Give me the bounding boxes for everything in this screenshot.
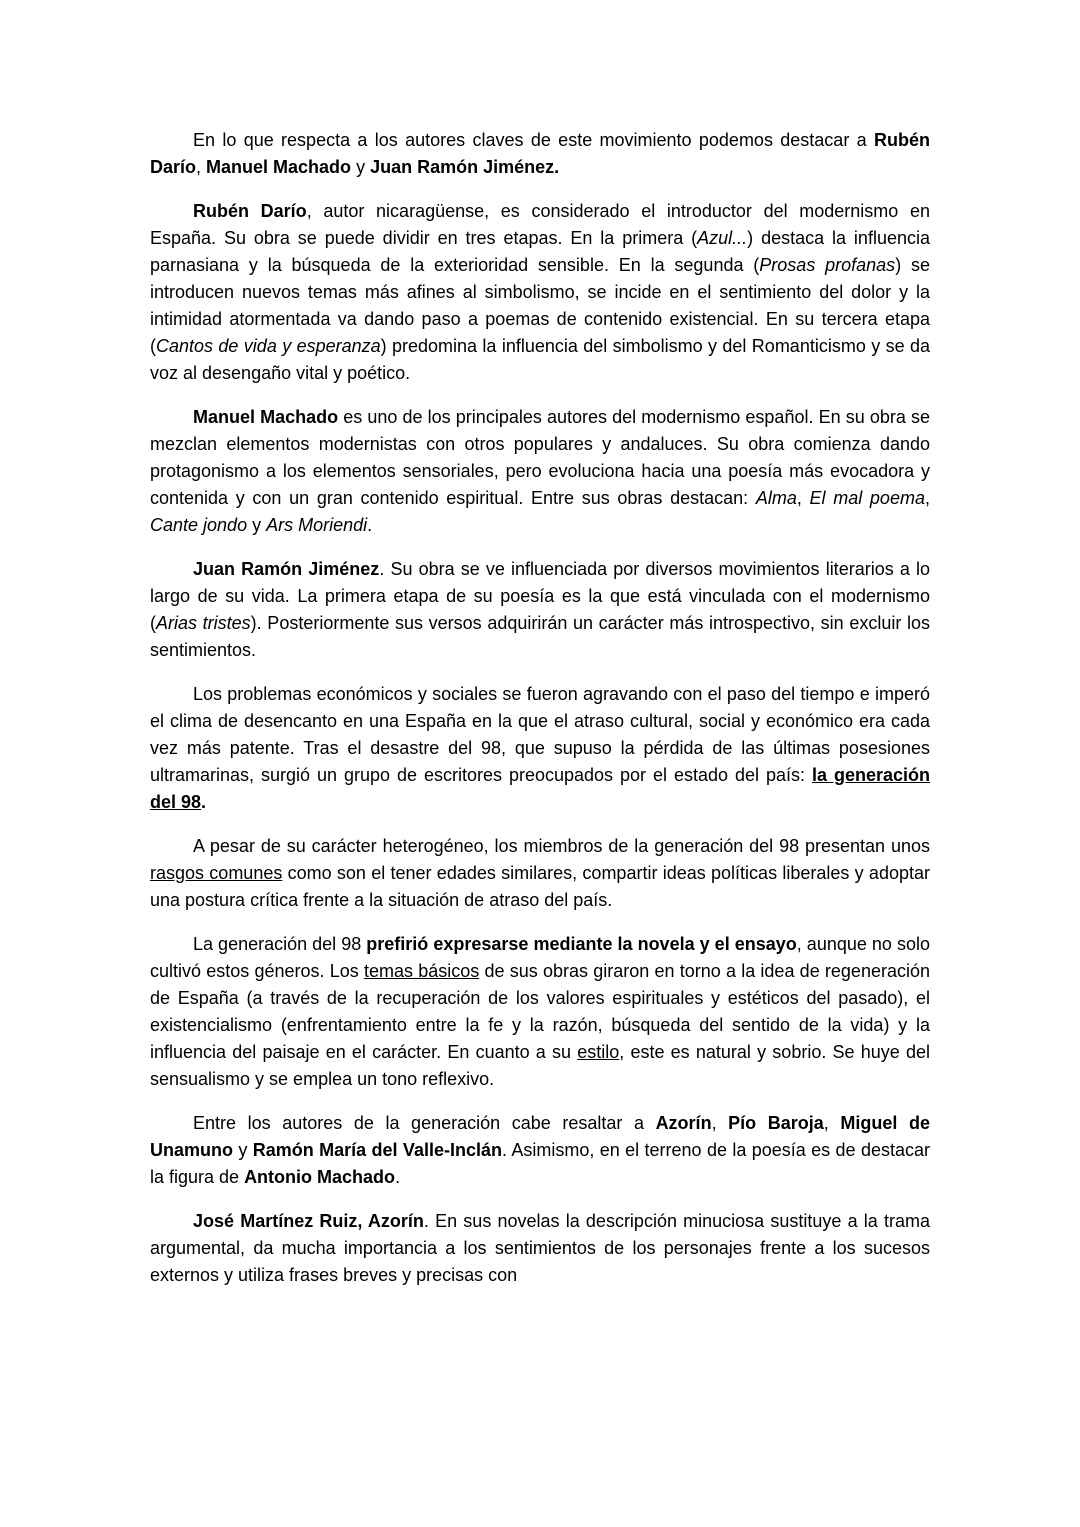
text-run: En lo que respecta a los autores claves de este movimiento podemos destacar a xyxy=(193,130,874,150)
text-run: Los problemas económicos y sociales se fueron agravando con el paso del tiempo e imperó el clima de desencanto en una España en la que el atraso cultural, social y económico era cada vez más patente. Tras el desastre del 98, que supuso la pérdida de las últimas posesiones ultramarinas, surgió un grupo de escritores preocupados por el estado del país: xyxy=(150,684,930,785)
bold-author-name: Miguel de Unamuno xyxy=(150,1113,930,1160)
paragraph xyxy=(150,833,930,914)
text-run: , xyxy=(924,488,930,508)
text-run: de sus obras giraron en torno a la idea de regeneración de España (a través de la recuperación de los valores espirituales y estéticos del pasado), el existencialismo (enfrentamiento entre la fe y la razón, búsqueda del sentido de la vida) y la influencia del paisaje en el carácter. En cuanto a su xyxy=(150,961,930,1062)
paragraph xyxy=(150,681,930,816)
paragraph xyxy=(150,931,930,1093)
text-run: , este es natural y sobrio. Se huye del sensualismo y se emplea un tono reflexivo. xyxy=(150,1042,930,1089)
text-run: ). Posteriormente sus versos adquirirán un carácter más introspectivo, sin excluir los sentimientos. xyxy=(150,613,930,660)
italic-work-title: Prosas profanas xyxy=(759,255,896,275)
text-run: ) predomina la influencia del simbolismo y del Romanticismo y se da voz al desengaño vital y poético. xyxy=(150,336,930,383)
italic-work-title: El mal poema xyxy=(809,488,925,508)
bold-author-name: Juan Ramón Jiménez. xyxy=(370,157,560,177)
bold-author-name: Antonio Machado xyxy=(244,1167,396,1187)
text-run: Entre los autores de la generación cabe resaltar a xyxy=(193,1113,656,1133)
paragraph xyxy=(150,1110,930,1191)
underlined-term: rasgos comunes xyxy=(150,863,283,883)
italic-work-title: Arias tristes xyxy=(156,613,251,633)
italic-work-title: Ars Moriendi xyxy=(266,515,368,535)
bold-author-name: Rubén Darío xyxy=(193,201,307,221)
text-run: La generación del 98 xyxy=(193,934,367,954)
paragraph xyxy=(150,404,930,539)
paragraph xyxy=(150,127,930,181)
bold-author-name: Ramón María del Valle-Inclán xyxy=(252,1140,502,1160)
text-run: , autor nicaragüense, es considerado el introductor del modernismo en España. Su obra se puede dividir en tres etapas. En la primera ( xyxy=(150,201,931,248)
text-run: , xyxy=(796,488,810,508)
text-run: y xyxy=(351,157,371,177)
text-run: y xyxy=(233,1140,253,1160)
bold-author-name: . xyxy=(201,792,207,812)
italic-work-title: Azul... xyxy=(697,228,748,248)
text-run: . xyxy=(395,1167,401,1187)
bold-author-name: prefirió expresarse mediante la novela y el ensayo xyxy=(366,934,797,954)
bold-author-name: Manuel Machado xyxy=(206,157,352,177)
text-run: , aunque no solo cultivó estos géneros. Los xyxy=(150,934,930,981)
text-run: , xyxy=(711,1113,729,1133)
text-run: y xyxy=(247,515,267,535)
text-run: . Asimismo, en el terreno de la poesía es de destacar la figura de xyxy=(150,1140,930,1187)
underlined-term: estilo xyxy=(577,1042,620,1062)
text-run: A pesar de su carácter heterogéneo, los miembros de la generación del 98 presentan unos xyxy=(193,836,930,856)
bold-author-name: José Martínez Ruiz, Azorín xyxy=(193,1211,424,1231)
text-run: . En sus novelas la descripción minuciosa sustituye a la trama argumental, da mucha importancia a los sentimientos de los personajes frente a los sucesos externos y utiliza frases breves y precisas con xyxy=(150,1211,930,1285)
bold-author-name: Azorín xyxy=(655,1113,712,1133)
text-run: . Su obra se ve influenciada por diversos movimientos literarios a lo largo de su vida. La primera etapa de su poesía es la que está vinculada con el modernismo ( xyxy=(150,559,930,633)
text-run: . xyxy=(367,515,373,535)
italic-work-title: Alma xyxy=(755,488,797,508)
bold-author-name: Manuel Machado xyxy=(193,407,339,427)
underlined-term: temas básicos xyxy=(364,961,480,981)
paragraph xyxy=(150,198,930,387)
italic-work-title: Cante jondo xyxy=(150,515,248,535)
paragraph xyxy=(150,1208,930,1289)
text-run: ) se introducen nuevos temas más afines al simbolismo, se incide en el sentimiento del dolor y la intimidad atormentada va dando paso a poemas de contenido existencial. En su tercera etapa ( xyxy=(150,255,931,356)
bold-author-name: Juan Ramón Jiménez xyxy=(193,559,380,579)
text-run: , xyxy=(196,157,207,177)
bold-underlined-term: la generación del 98 xyxy=(150,765,930,812)
text-run: , xyxy=(823,1113,841,1133)
text-run: como son el tener edades similares, compartir ideas políticas liberales y adoptar una postura crítica frente a la situación de atraso del país. xyxy=(150,863,930,910)
paragraph xyxy=(150,556,930,664)
text-run: es uno de los principales autores del modernismo español. En su obra se mezclan elementos modernistas con otros populares y andaluces. Su obra comienza dando protagonismo a los elementos sensoriales, pero evoluciona hacia una poesía más evocadora y contenida y con un gran contenido espiritual. Entre sus obras destacan: xyxy=(150,407,930,508)
text-run: ) destaca la influencia parnasiana y la búsqueda de la exterioridad sensible. En la segunda ( xyxy=(150,228,930,275)
bold-author-name: Pío Baroja xyxy=(728,1113,824,1133)
bold-author-name: Rubén Darío xyxy=(150,130,930,177)
document-content xyxy=(150,127,930,1306)
italic-work-title: Cantos de vida y esperanza xyxy=(156,336,381,356)
